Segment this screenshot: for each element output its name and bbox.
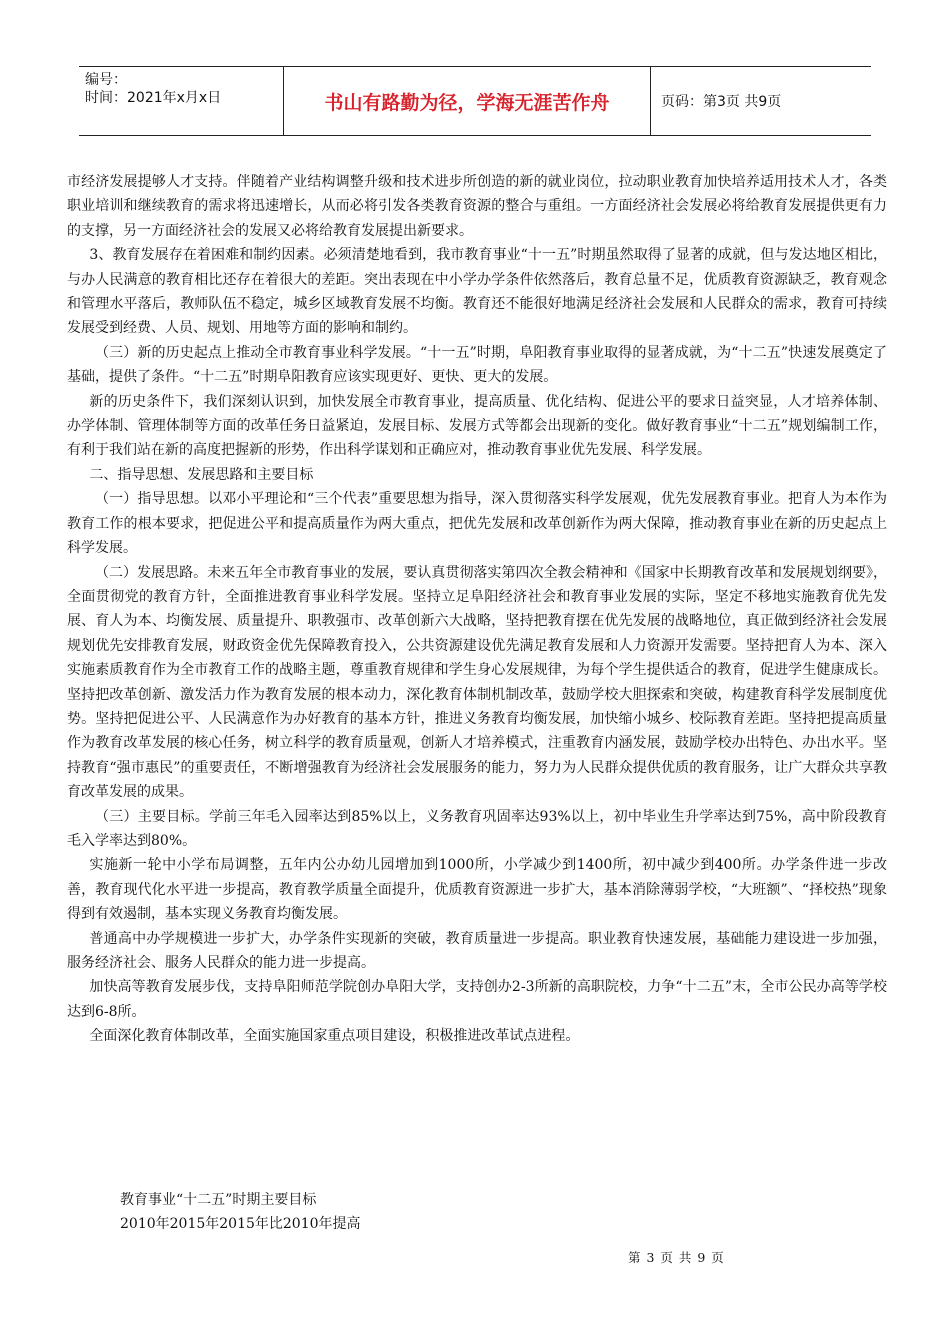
section-heading: 二、指导思想、发展思路和主要目标 [89, 466, 314, 483]
targets-table-caption [120, 1188, 361, 1236]
targets-title: 教育事业“十二五”时期主要目标 [120, 1192, 317, 1208]
page-header [79, 66, 871, 136]
header-page-info: 页码：第3页 共9页 [661, 94, 782, 110]
time-label: 时间：2021年x月x日 [85, 90, 222, 106]
paragraph: 普通高中办学规模进一步扩大，办学条件实现新的突破，教育质量进一步提高。职业教育快速发展，基础能力建设进一步加强，服务经济社会、服务人民群众的能力进一步提高。 [67, 930, 887, 971]
header-meta [79, 67, 284, 135]
paragraph: （三）主要目标。学前三年毛入园率达到85%以上，义务教育巩固率达93%以上，初中毕业生升学率达到75%，高中阶段教育毛入学率达到80%。 [67, 808, 887, 849]
code-label: 编号： [85, 72, 127, 88]
paragraph: 实施新一轮中小学布局调整，五年内公办幼儿园增加到1000所，小学减少到1400所，初中减少到400所。办学条件进一步改善，教育现代化水平进一步提高，教育教学质量全面提升，优质教育资源进一步扩大，基本消除薄弱学校，“大班额”、“择校热”现象得到有效遏制，基本实现义务教育均衡发展。 [67, 857, 887, 923]
page-footer: 第 3 页 共 9 页 [628, 1250, 725, 1265]
paragraph: 全面深化教育体制改革，全面实施国家重点项目建设，积极推进改革试点进程。 [89, 1028, 580, 1045]
paragraph: 3、教育发展存在着困难和制约因素。必须清楚地看到，我市教育事业“十一五”时期虽然取得了显著的成就，但与发达地区相比，与办人民满意的教育相比还存在着很大的差距。突出表现在中小学办学条件依然落后，教育总量不足，优质教育资源缺乏，教育观念和管理水平落后，教师队伍不稳定，城乡区域教育发展不均衡。教育还不能很好地满足经济社会发展和人民群众的需求，教育可持续发展受到经费、人员、规划、用地等方面的影响和制约。 [67, 247, 887, 337]
paragraph: （二）发展思路。未来五年全市教育事业的发展，要认真贯彻落实第四次全教会精神和《国家中长期教育改革和发展规划纲要》，全面贯彻党的教育方针，全面推进教育事业科学发展。坚持立足阜阳经济社会和教育事业发展的实际，坚定不移地实施教育优先发展、育人为本、均衡发展、质量提升、职教强市、改革创新六大战略，坚持把教育摆在优先发展的战略地位，真正做到经济社会发展规划优先安排教育发展，财政资金优先保障教育投入，公共资源建设优先满足教育发展和人力资源开发需要。坚持把育人为本、深入实施素质教育作为全市教育工作的战略主题，尊重教育规律和学生身心发展规律，为每个学生提供适合的教育，促进学生健康成长。坚持把改革创新、激发活力作为教育发展的根本动力，深化教育体制机制改革，鼓励学校大胆探索和突破，构建教育科学发展制度优势。坚持把促进公平、人民满意作为办好教育的基本方针，推进义务教育均衡发展，加快缩小城乡、校际教育差距。坚持把提高质量作为教育改革发展的核心任务，树立科学的教育质量观，创新人才培养模式，注重教育内涵发展，鼓励学校办出特色、办出水平。坚持教育“强市惠民”的重要责任，不断增强教育为经济社会发展服务的能力，努力为人民群众提供优质的教育服务，让广大群众共享教育改革发展的成果。 [67, 564, 887, 801]
paragraph: 加快高等教育发展步伐，支持阜阳师范学院创办阜阳大学，支持创办2-3所新的高职院校，力争“十二五”末，全市公民办高等学校达到6-8所。 [67, 979, 887, 1020]
document-body [67, 170, 887, 1049]
paragraph: （一）指导思想。以邓小平理论和“三个代表”重要思想为指导，深入贯彻落实科学发展观，优先发展教育事业。把育人为本作为教育工作的根本要求，把促进公平和提高质量作为两大重点，把优先发展和改革创新作为两大保障，推动教育事业在新的历史起点上科学发展。 [67, 491, 887, 557]
paragraph: （三）新的历史起点上推动全市教育事业科学发展。“十一五”时期，阜阳教育事业取得的显著成就，为“十二五”快速发展奠定了基础，提供了条件。“十二五”时期阜阳教育应该实现更好、更快、更大的发展。 [67, 344, 887, 386]
paragraph: 新的历史条件下，我们深刻认识到，加快发展全市教育事业，提高质量、优化结构、促进公平的要求日益突显，人才培养体制、办学体制、管理体制等方面的改革任务日益紧迫，发展目标、发展方式等都会出现新的变化。做好教育事业“十二五”规划编制工作，有利于我们站在新的高度把握新的形势，作出科学谋划和正确应对，推动教育事业优先发展、科学发展。 [67, 393, 887, 459]
targets-columns: 2010年2015年2015年比2010年提高 [120, 1216, 361, 1232]
paragraph: 市经济发展提够人才支持。伴随着产业结构调整升级和技术进步所创造的新的就业岗位，拉动职业教育加快培养适用技术人才，各类职业培训和继续教育的需求将迅速增长，从而必将引发各类教育资源的整合与重组。一方面经济社会发展必将给教育发展提供更有力的支撑，另一方面经济社会的发展又必将给教育发展提出新要求。 [67, 174, 887, 239]
header-motto: 书山有路勤为径，学海无涯苦作舟 [284, 67, 651, 135]
